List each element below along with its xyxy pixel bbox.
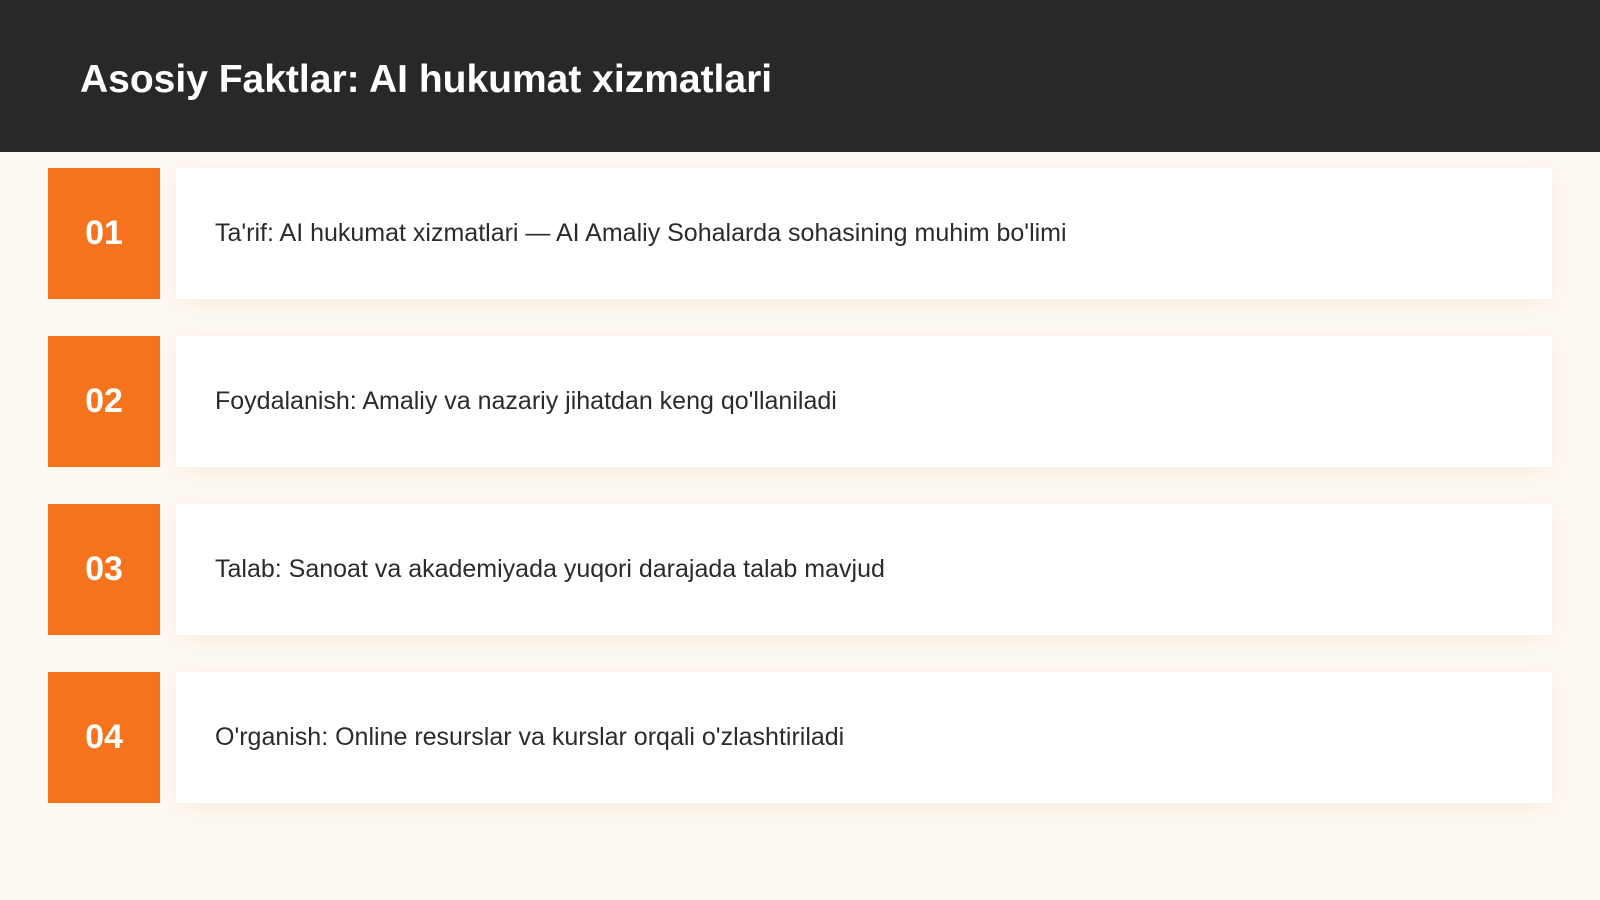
fact-number-badge: 03	[48, 504, 160, 635]
fact-card	[176, 504, 1552, 635]
facts-list	[48, 168, 1552, 840]
fact-row-3	[48, 504, 1552, 635]
fact-number-badge: 02	[48, 336, 160, 467]
fact-card	[176, 168, 1552, 299]
fact-card	[176, 336, 1552, 467]
fact-text: Foydalanish: Amaliy va nazariy jihatdan keng qo'llaniladi	[215, 387, 837, 415]
fact-card	[176, 672, 1552, 803]
slide-title: Asosiy Faktlar: AI hukumat xizmatlari	[80, 58, 773, 101]
fact-text: O'rganish: Online resurslar va kurslar orqali o'zlashtiriladi	[215, 723, 845, 751]
slide-header	[0, 0, 1600, 152]
fact-text: Ta'rif: AI hukumat xizmatlari — AI Amaliy Sohalarda sohasining muhim bo'limi	[215, 219, 1067, 247]
fact-number-badge: 04	[48, 672, 160, 803]
fact-row-2	[48, 336, 1552, 467]
fact-row-4	[48, 672, 1552, 803]
fact-text: Talab: Sanoat va akademiyada yuqori darajada talab mavjud	[215, 555, 885, 583]
fact-number-badge: 01	[48, 168, 160, 299]
fact-row-1	[48, 168, 1552, 299]
